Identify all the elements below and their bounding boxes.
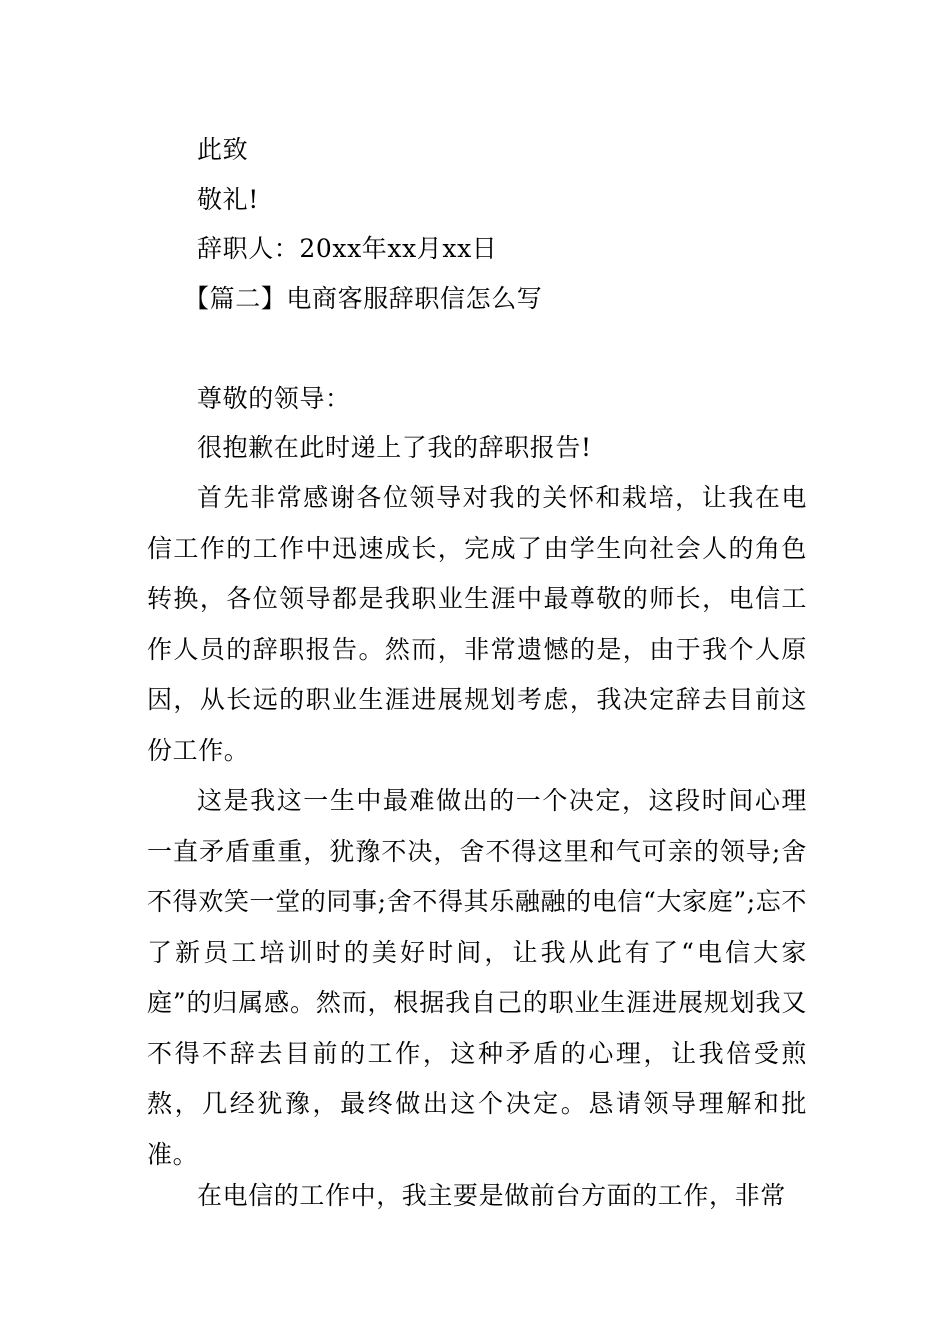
closing-jing-li: 敬礼! [197, 185, 259, 214]
paragraph-apology: 很抱歉在此时递上了我的辞职报告! [197, 433, 592, 462]
section-heading: 【篇二】电商客服辞职信怎么写 [184, 284, 543, 313]
salutation: 尊敬的领导： [197, 384, 351, 413]
paragraph-decision: 这是我这一生中最难做出的一个决定，这段时间心理一直矛盾重重，犹豫不决，舍不得这里和气可亲的领导;舍不得欢笑一堂的同事;舍不得其乐融融的电信“大家庭”;忘不了新员工培训时的美好时间，让我从此有了“电信大家庭”的归属感。然而，根据我自己的职业生涯进展规划我又不得不辞去目前的工作，这种矛盾的心理，让我倍受煎熬，几经犹豫，最终做出这个决定。恳请领导理解和批准。 [147, 786, 807, 1169]
paragraph-work-duties: 在电信的工作中，我主要是做前台方面的工作，非常 [197, 1181, 786, 1210]
paragraph-gratitude: 首先非常感谢各位领导对我的关怀和栽培，让我在电信工作的工作中迅速成长，完成了由学生向社会人的角色转换，各位领导都是我职业生涯中最尊敬的师长，电信工作人员的辞职报告。然而，非常遗憾的是，由于我个人原因，从长远的职业生涯进展规划考虑，我决定辞去目前这份工作。 [147, 483, 807, 765]
resignation-signature: 辞职人：20xx年xx月xx日 [197, 234, 498, 263]
closing-ci-zhi: 此致 [197, 135, 249, 164]
